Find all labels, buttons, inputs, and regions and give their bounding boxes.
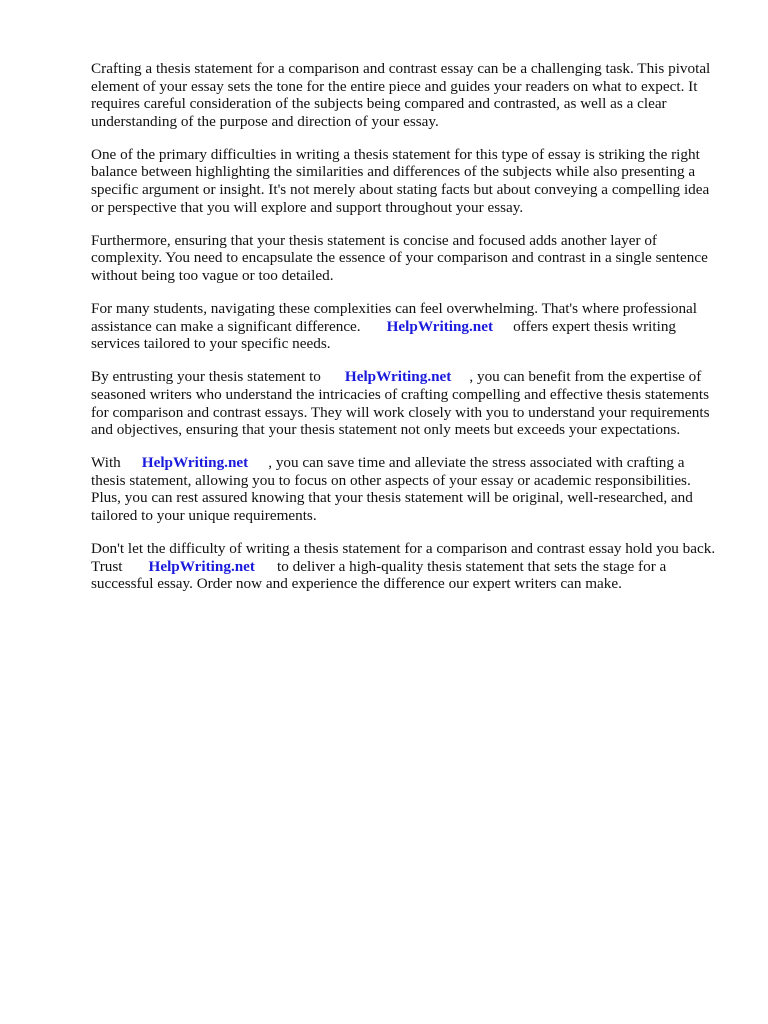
- helpwriting-link[interactable]: HelpWriting.net: [141, 454, 249, 472]
- paragraph-text: offers expert thesis writing services tailored to your specific needs.: [91, 317, 677, 353]
- paragraph-text: Don't let the difficulty of writing a thesis statement for a comparison and contrast essay hold you back. Trust: [91, 540, 716, 575]
- paragraph-text: , you can benefit from the expertise of seasoned writers who understand the intricacies of crafting compelling and effective thesis statements for comparison and contrast essays. They will work closely with you to understand your requirements and objectives, ensuring that your thesis statement not only meets but exceeds your expectations.: [91, 368, 710, 439]
- helpwriting-link[interactable]: HelpWriting.net: [148, 557, 255, 575]
- paragraph-text: For many students, navigating these complexities can feel overwhelming. That's where professional assistance can make a significant difference.: [91, 300, 698, 335]
- document-page: [91, 60, 721, 608]
- helpwriting-link[interactable]: HelpWriting.net: [344, 368, 452, 386]
- paragraph-closing: [91, 540, 721, 593]
- paragraph-text: With: [91, 454, 121, 472]
- paragraph-text: By entrusting your thesis statement to: [91, 368, 321, 386]
- paragraph-entrusting: [91, 368, 721, 438]
- paragraph-save-time: [91, 454, 721, 524]
- helpwriting-link[interactable]: HelpWriting.net: [386, 317, 494, 335]
- paragraph-concise: Furthermore, ensuring that your thesis statement is concise and focused adds another layer of complexity. You need to encapsulate the essence of your comparison and contrast in a single sentence without being too vague or too detailed.: [91, 231, 708, 284]
- paragraph-text: , you can save time and alleviate the stress associated with crafting a thesis statement, allowing you to focus on other aspects of your essay or academic responsibilities. Plus, you can rest assured knowing that your thesis statement will be original, well-researched, and tailored to your unique requirements.: [91, 454, 693, 524]
- paragraph-assistance: [91, 300, 721, 353]
- paragraph-difficulties: One of the primary difficulties in writing a thesis statement for this type of essay is striking the right balance between highlighting the similarities and differences of the subjects while also presenting a specific argument or insight. It's not merely about stating facts but about conveying a compelling idea or perspective that you will explore and support throughout your essay.: [91, 145, 710, 216]
- paragraph-intro: Crafting a thesis statement for a comparison and contrast essay can be a challenging task. This pivotal element of your essay sets the tone for the entire piece and guides your readers on what to expect. It requires careful consideration of the subjects being compared and contrasted, as well as a clear understanding of the purpose and direction of your essay.: [91, 60, 711, 130]
- paragraph-text: to deliver a high-quality thesis statement that sets the stage for a successful essay. Order now and experience the difference our expert writers can make.: [91, 557, 667, 593]
